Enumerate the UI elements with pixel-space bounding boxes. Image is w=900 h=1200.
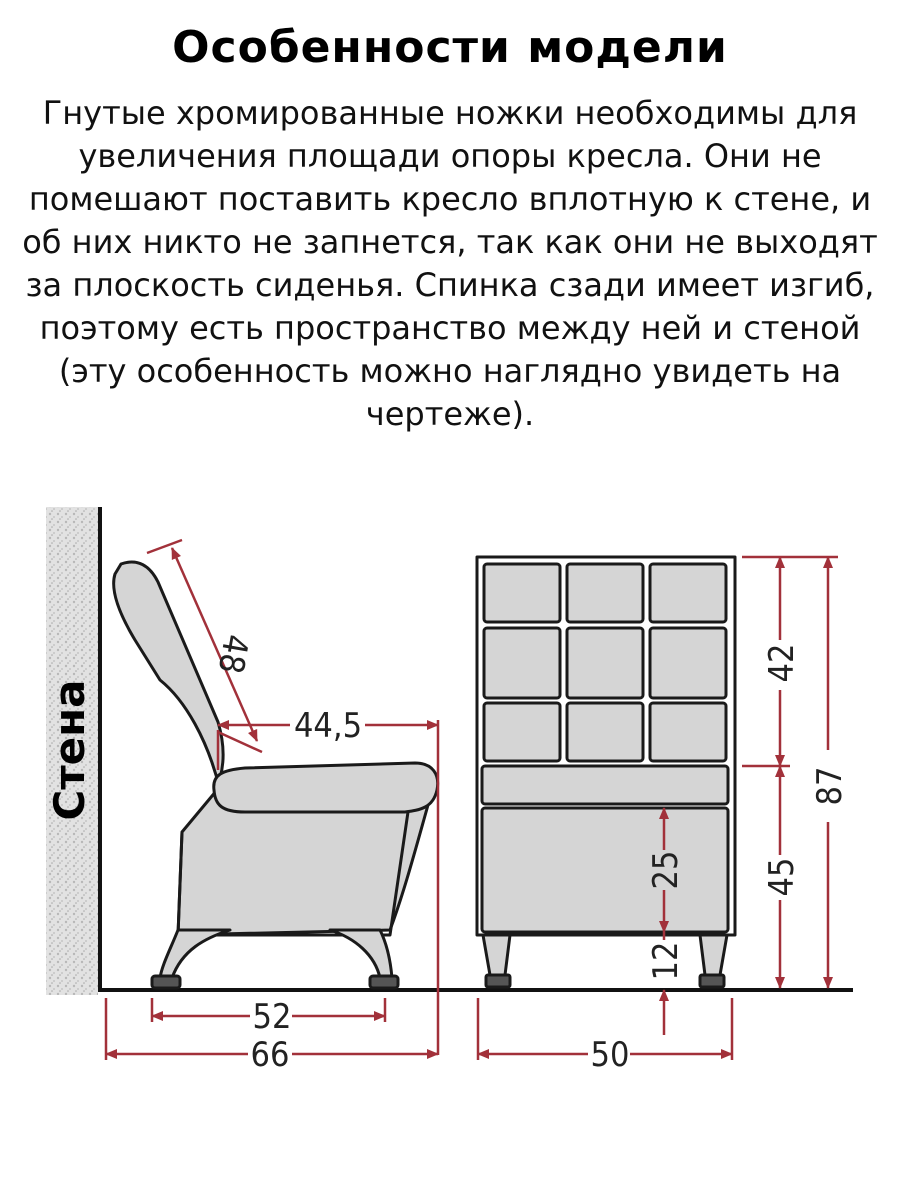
description-text: Гнутые хромированные ножки необходимы для увеличения площади опоры кресла. Они не помешают поставить кресло вплотную к стене, и об них никто не запнется, так как они не выходят за плоскость сиденья. Спинка сзади имеет изгиб, поэтому есть пространство между ней и стеной (эту особенность можно наглядно увидеть на чертеже).: [22, 94, 878, 433]
dim-leg-height: 12: [646, 941, 686, 981]
dim-seat-height: 45: [762, 857, 802, 897]
dim-total-width: 50: [590, 1035, 630, 1075]
dim-back-height: 42: [762, 643, 802, 683]
chair-front-view: [477, 557, 735, 987]
wall-label: Стена: [45, 679, 94, 821]
chair-side-view: [114, 562, 438, 988]
page-title: Особенности модели: [172, 22, 728, 73]
dim-legs-span: 52: [252, 997, 292, 1037]
dim-seat-depth: 44,5: [293, 706, 363, 746]
dim-seat-cushion: 25: [646, 850, 686, 890]
dim-total-height: 87: [810, 766, 850, 806]
dim-total-depth: 66: [250, 1035, 290, 1075]
dim-back-length: 48: [209, 631, 256, 677]
